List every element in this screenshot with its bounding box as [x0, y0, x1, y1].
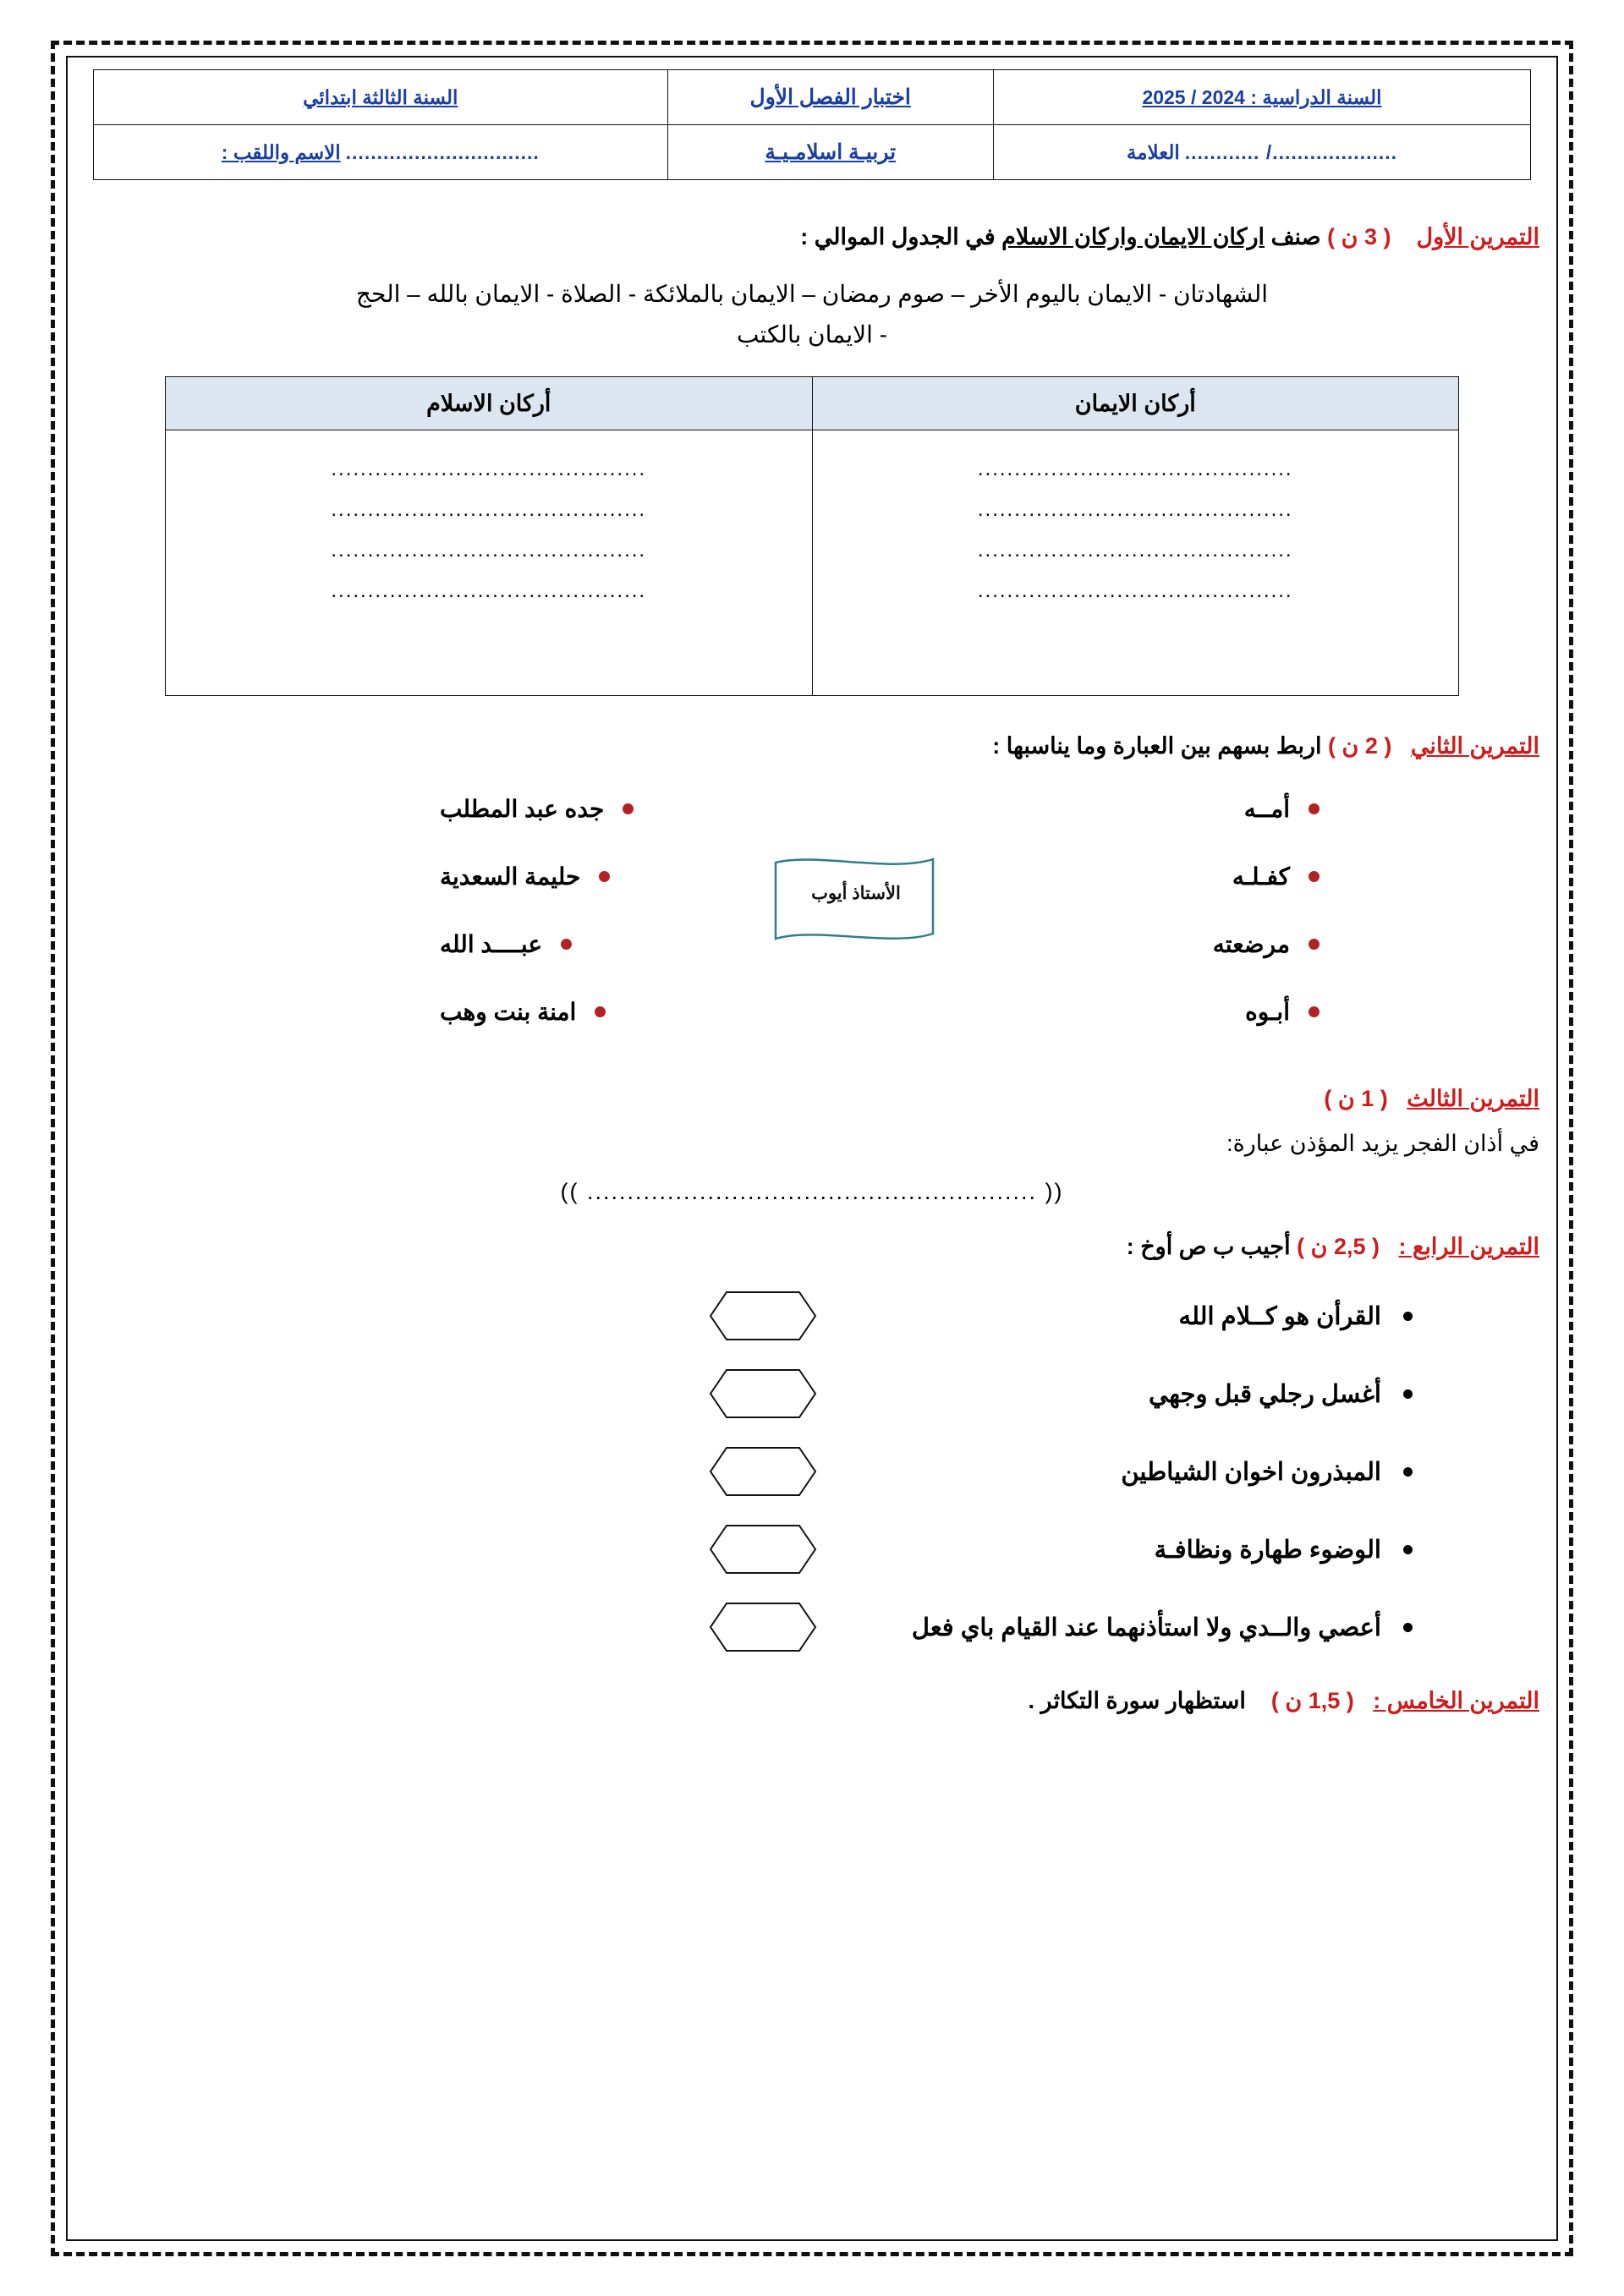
match-dot-icon[interactable]	[1309, 1006, 1320, 1017]
matching-right-column	[914, 775, 1320, 1045]
exercise-4-instruction: أجيب ب ص أوخ :	[1126, 1234, 1291, 1260]
exercise-1-instruction-part2: في الجدول الموالي :	[800, 224, 996, 249]
statement-text: الوضوء طهارة ونظافـة	[1154, 1536, 1381, 1564]
exercise-1-points: ( 3 ن )	[1327, 224, 1391, 249]
pillars-table-header-row	[166, 377, 1459, 430]
exam-title-text: اختبار الفصل الأول	[749, 85, 911, 109]
exercise-1-instruction-part1: صنف	[1270, 224, 1321, 249]
match-label: كفـلـه	[1232, 863, 1290, 890]
list-bullet-icon	[1403, 1467, 1413, 1477]
grade-dots[interactable]: ..................../ ............	[1184, 140, 1398, 163]
match-dot-icon[interactable]	[1309, 939, 1320, 950]
subject-text: تربيـة اسلامـيـة	[765, 140, 897, 164]
exercise-2-title	[85, 733, 1539, 759]
exercise-1-title	[85, 224, 1539, 250]
match-item[interactable]	[914, 842, 1320, 910]
answer-line[interactable]: ...........................................	[977, 498, 1293, 522]
exercise-2-points: ( 2 ن )	[1328, 733, 1392, 759]
answer-line[interactable]: ...........................................	[977, 539, 1293, 562]
level-text: السنة الثالثة ابتدائي	[303, 85, 458, 108]
answer-hexagon-box[interactable]	[708, 1290, 818, 1342]
pillars-header-right: أركان الاسلام	[166, 377, 813, 430]
exercise-3-points: ( 1 ن )	[1324, 1086, 1388, 1112]
match-item[interactable]	[914, 910, 1320, 978]
exercise-3-title	[85, 1086, 1539, 1112]
header-cell-name-field	[94, 125, 668, 180]
exercise-3-question: في أذان الفجر يزيد المؤذن عبارة:	[1226, 1131, 1539, 1157]
true-false-item	[85, 1510, 1438, 1588]
answer-hexagon-box[interactable]	[708, 1601, 818, 1653]
exercise-1	[85, 224, 1539, 696]
match-dot-icon[interactable]	[561, 939, 572, 950]
match-dot-icon[interactable]	[1309, 803, 1320, 814]
name-label: الاسم واللقب :	[221, 140, 341, 163]
exercise-1-words-line-1: الشهادتان - الايمان باليوم الأخر – صوم رمضان – الايمان بالملائكة - الصلاة - الايمان بالله – الحج	[355, 281, 1269, 307]
exam-page	[51, 41, 1573, 2256]
list-bullet-icon	[1403, 1545, 1413, 1554]
true-false-item	[85, 1588, 1438, 1666]
match-dot-icon[interactable]	[1309, 871, 1320, 882]
page-content	[85, 69, 1539, 1714]
header-cell-grade-field	[993, 125, 1530, 180]
pillars-header-left: أركان الايمان	[812, 377, 1459, 430]
answer-line[interactable]: ...........................................	[331, 498, 647, 522]
answer-line[interactable]: ...........................................	[977, 458, 1293, 481]
match-label: مرضعته	[1212, 930, 1290, 957]
exercise-5-points: ( 1,5 ن )	[1270, 1688, 1354, 1714]
exercise-5-title	[85, 1688, 1539, 1714]
exercise-2	[85, 733, 1539, 1062]
match-dot-icon[interactable]	[599, 871, 610, 882]
answer-line[interactable]: ...........................................	[331, 579, 647, 603]
exercise-1-words	[85, 274, 1539, 354]
answer-line[interactable]: ...........................................	[331, 539, 647, 562]
statement-text: أعصي والــدي ولا استأذنهما عند القيام باي فعل	[911, 1614, 1381, 1641]
exercise-1-label: التمرين الأول	[1416, 224, 1539, 249]
exercise-5	[85, 1688, 1539, 1714]
header-cell-level	[94, 70, 668, 125]
pillars-answer-cell-left[interactable]	[812, 430, 1459, 696]
true-false-item	[85, 1433, 1438, 1510]
answer-hexagon-box[interactable]	[708, 1367, 818, 1420]
match-label: أمــه	[1243, 795, 1290, 822]
exercise-5-label: التمرين الخامس :	[1373, 1688, 1539, 1714]
match-label: امنة بنت وهب	[440, 998, 577, 1025]
exercise-5-instruction: استظهار سورة التكاثر .	[1028, 1688, 1246, 1714]
exercise-4-label: التمرين الرابع :	[1398, 1234, 1539, 1260]
match-dot-icon[interactable]	[623, 803, 634, 814]
list-bullet-icon	[1403, 1623, 1413, 1632]
match-label: جده عبد المطلب	[440, 795, 605, 822]
header-cell-exam-title	[667, 70, 993, 125]
grade-label: العلامة	[1126, 140, 1180, 163]
exercise-3	[85, 1086, 1539, 1205]
header-cell-school-year	[993, 70, 1530, 125]
header-cell-subject	[667, 125, 993, 180]
exercise-4-points: ( 2,5 ن )	[1297, 1234, 1380, 1260]
matching-area	[93, 775, 1531, 1062]
statement-text: أغسل رجلي قبل وجهي	[1149, 1380, 1381, 1408]
exercise-2-label: التمرين الثاني	[1410, 733, 1539, 759]
match-item[interactable]	[440, 775, 846, 842]
true-false-list	[85, 1277, 1438, 1666]
match-label: عبــــد الله	[440, 930, 543, 957]
match-label: أبـوه	[1245, 998, 1290, 1025]
exercise-3-answer-field[interactable]: (( ........................................................ ))	[560, 1179, 1064, 1205]
pillars-table-answer-row	[166, 430, 1459, 696]
match-item[interactable]	[914, 775, 1320, 842]
pillars-answer-cell-right[interactable]	[166, 430, 813, 696]
exercise-2-instruction: اربط بسهم بين العبارة وما يناسبها :	[992, 733, 1322, 759]
list-bullet-icon	[1403, 1389, 1413, 1399]
school-year-text: السنة الدراسية : 2024 / 2025	[1142, 85, 1382, 108]
statement-text: القرأن هو كــلام الله	[1178, 1302, 1381, 1330]
header-table	[93, 69, 1531, 180]
exercise-1-instruction-underlined: اركان الايمان واركان الاسلام	[1001, 224, 1265, 249]
exercise-4-title	[85, 1234, 1539, 1260]
exercise-4	[85, 1234, 1539, 1666]
match-item[interactable]	[440, 978, 846, 1045]
name-dots[interactable]: ...............................	[345, 140, 540, 163]
answer-hexagon-box[interactable]	[708, 1445, 818, 1498]
exercise-3-label: التمرين الثالث	[1407, 1086, 1539, 1112]
true-false-item	[85, 1355, 1438, 1433]
exercise-1-words-line-2: - الايمان بالكتب	[737, 321, 887, 348]
answer-hexagon-box[interactable]	[708, 1523, 818, 1575]
pillars-table	[165, 376, 1459, 696]
true-false-item	[85, 1277, 1438, 1355]
match-item[interactable]	[914, 978, 1320, 1045]
answer-line[interactable]: ...........................................	[977, 579, 1293, 603]
answer-line[interactable]: ...........................................	[331, 458, 647, 481]
ribbon-label: الأستاذ أيوب	[811, 884, 901, 904]
statement-text: المبذرون اخوان الشياطين	[1121, 1458, 1381, 1486]
list-bullet-icon	[1403, 1312, 1413, 1321]
match-label: حليمة السعدية	[440, 863, 581, 890]
match-dot-icon[interactable]	[595, 1006, 606, 1017]
